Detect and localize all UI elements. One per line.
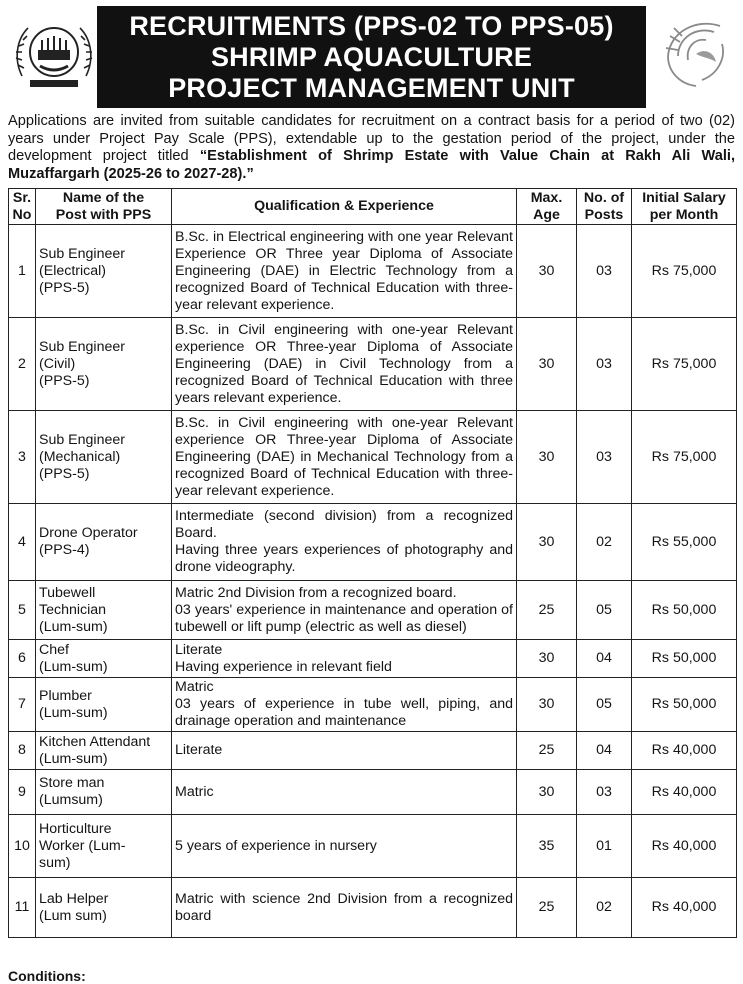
cell-sr: 3 — [9, 411, 36, 504]
cell-max-age: 25 — [517, 878, 577, 938]
cell-no-of-posts: 03 — [577, 318, 632, 411]
post-line: Sub Engineer — [39, 245, 125, 262]
qual-line: Matric 2nd Division from a recognized board. — [175, 584, 457, 601]
cell-max-age: 25 — [517, 581, 577, 640]
government-crest-icon — [8, 16, 100, 92]
post-line: Drone Operator — [39, 525, 138, 541]
cell-sr: 10 — [9, 815, 36, 878]
cell-sr: 9 — [9, 770, 36, 815]
post-line: Horticulture — [39, 820, 112, 837]
cell-sr: 5 — [9, 581, 36, 640]
cell-post — [36, 318, 172, 411]
post-line: (Lumsum) — [39, 792, 103, 808]
intro-text: Applications are invited from suitable candidates for recruitment on a contract basis for a period of two (02) years under Project Pay Scale (PPS), extendable up to the gestation period of the project, under the development project titled — [8, 113, 735, 164]
shrimp-emblem-icon — [656, 14, 736, 96]
cell-post — [36, 411, 172, 504]
cell-qualification — [172, 878, 517, 938]
cell-salary: Rs 40,000 — [632, 815, 737, 878]
cell-sr: 4 — [9, 504, 36, 581]
cell-qualification — [172, 504, 517, 581]
header-qualification: Qualification & Experience — [172, 189, 517, 225]
title-line-1: RECRUITMENTS (PPS-02 TO PPS-05) — [129, 10, 614, 41]
cell-max-age: 30 — [517, 770, 577, 815]
cell-qualification — [172, 732, 517, 770]
cell-salary: Rs 40,000 — [632, 878, 737, 938]
post-line: sum) — [39, 854, 71, 871]
qual-line: Literate — [175, 641, 223, 658]
post-line: Lab Helper — [39, 890, 109, 907]
header-sr: Sr. No — [9, 189, 36, 225]
post-line: (PPS-5) — [39, 372, 90, 389]
cell-salary: Rs 75,000 — [632, 411, 737, 504]
title-line-2: SHRIMP AQUACULTURE — [210, 41, 533, 72]
cell-salary: Rs 55,000 — [632, 504, 737, 581]
qual-line: 5 years of experience in nursery — [175, 837, 377, 854]
cell-salary: Rs 75,000 — [632, 318, 737, 411]
qual-line: B.Sc. in Civil engineering with one-year Relevant experience OR Three-year Diploma of Associate Engineering (DAE) in Mechanical Technology from a recognized Board of Technical Education with three-year relevant experience. — [175, 414, 513, 499]
cell-qualification — [172, 581, 517, 640]
table-row — [9, 640, 737, 678]
table-header-row — [9, 189, 737, 225]
cell-salary: Rs 40,000 — [632, 770, 737, 815]
cell-no-of-posts: 05 — [577, 678, 632, 732]
table-row — [9, 318, 737, 411]
cell-post — [36, 678, 172, 732]
qual-line: Intermediate (second division) from a recognized Board. — [175, 508, 513, 541]
post-line: (PPS-5) — [39, 279, 90, 296]
cell-max-age: 25 — [517, 732, 577, 770]
cell-post — [36, 504, 172, 581]
post-line: Plumber — [39, 687, 92, 704]
post-line: (Lum-sum) — [39, 704, 108, 721]
cell-post — [36, 878, 172, 938]
post-line: Tubewell — [39, 584, 96, 601]
table-row — [9, 815, 737, 878]
cell-salary: Rs 50,000 — [632, 678, 737, 732]
qual-line: Having three years experiences of photography and drone videography. — [175, 542, 513, 575]
post-line: Store man — [39, 775, 105, 791]
cell-qualification — [172, 411, 517, 504]
cell-max-age: 30 — [517, 225, 577, 318]
cell-no-of-posts: 03 — [577, 770, 632, 815]
qual-line: B.Sc. in Civil engineering with one-year Relevant experience OR Three-year Diploma of Associate Engineering (DAE) in Civil Technology from a recognized Board of Technical Education with three years relevant experience. — [175, 321, 513, 406]
qual-line: 03 years' experience in maintenance and operation of tubewell or lift pump (electric as well as diesel) — [175, 601, 513, 635]
post-line: (Lum sum) — [39, 907, 107, 924]
header-no-of-posts: No. of Posts — [577, 189, 632, 225]
cell-max-age: 30 — [517, 678, 577, 732]
post-line: (PPS-5) — [39, 465, 90, 482]
cell-qualification — [172, 678, 517, 732]
cell-salary: Rs 50,000 — [632, 640, 737, 678]
table-row — [9, 678, 737, 732]
qual-line: Matric — [175, 783, 214, 800]
post-line: (Lum-sum) — [39, 618, 108, 635]
title-banner — [97, 6, 646, 108]
cell-no-of-posts: 03 — [577, 225, 632, 318]
cell-post — [36, 225, 172, 318]
post-line: Technician — [39, 601, 107, 618]
post-line: (Lum-sum) — [39, 658, 108, 675]
cell-post — [36, 732, 172, 770]
table-row — [9, 770, 737, 815]
conditions-label: Conditions: — [8, 968, 86, 984]
cell-qualification — [172, 318, 517, 411]
cell-qualification — [172, 225, 517, 318]
post-line: Sub Engineer — [39, 338, 125, 355]
cell-salary: Rs 75,000 — [632, 225, 737, 318]
table-row — [9, 732, 737, 770]
cell-no-of-posts: 01 — [577, 815, 632, 878]
qual-line: 03 years of experience in tube well, piping, and drainage operation and maintenance — [175, 696, 513, 729]
cell-salary: Rs 50,000 — [632, 581, 737, 640]
cell-sr: 1 — [9, 225, 36, 318]
cell-max-age: 30 — [517, 504, 577, 581]
table-row — [9, 411, 737, 504]
qual-line: Literate — [175, 742, 223, 758]
cell-sr: 7 — [9, 678, 36, 732]
cell-no-of-posts: 05 — [577, 581, 632, 640]
qual-line: Having experience in relevant field — [175, 658, 392, 675]
post-line: (Electrical) — [39, 262, 107, 279]
posts-table — [8, 188, 737, 938]
cell-post — [36, 581, 172, 640]
project-title: “Establishment of Shrimp Estate with Value Chain at Rakh Ali Wali, Muzaffargarh (2025-26 to 2027-28).” — [8, 148, 736, 182]
post-line: (PPS-4) — [39, 542, 90, 558]
post-line: Worker (Lum- — [39, 837, 126, 854]
cell-no-of-posts: 04 — [577, 732, 632, 770]
header-post: Name of the Post with PPS — [36, 189, 172, 225]
header — [0, 0, 743, 112]
post-line: Sub Engineer — [39, 431, 125, 448]
header-max-age: Max. Age — [517, 189, 577, 225]
table-row — [9, 504, 737, 581]
table-row — [9, 878, 737, 938]
cell-max-age: 35 — [517, 815, 577, 878]
cell-no-of-posts: 04 — [577, 640, 632, 678]
title-line-3: PROJECT MANAGEMENT UNIT — [168, 72, 575, 103]
cell-max-age: 30 — [517, 640, 577, 678]
header-salary: Initial Salary per Month — [632, 189, 737, 225]
post-line: (Lum-sum) — [39, 750, 108, 767]
cell-no-of-posts: 02 — [577, 878, 632, 938]
cell-sr: 8 — [9, 732, 36, 770]
cell-no-of-posts: 03 — [577, 411, 632, 504]
cell-qualification — [172, 815, 517, 878]
cell-qualification — [172, 640, 517, 678]
cell-sr: 2 — [9, 318, 36, 411]
cell-post — [36, 770, 172, 815]
qual-line: Matric — [175, 679, 214, 695]
qual-line: B.Sc. in Electrical engineering with one year Relevant Experience OR Three year Diploma of Associate Engineering (DAE) in Electric Technology from a recognized Board of Technical Education with three-year relevant experience. — [175, 228, 513, 313]
cell-qualification — [172, 770, 517, 815]
cell-post — [36, 815, 172, 878]
cell-no-of-posts: 02 — [577, 504, 632, 581]
post-line: (Civil) — [39, 355, 76, 372]
table-row — [9, 225, 737, 318]
post-line: Chef — [39, 641, 69, 658]
table-row — [9, 581, 737, 640]
cell-max-age: 30 — [517, 411, 577, 504]
cell-sr: 6 — [9, 640, 36, 678]
cell-salary: Rs 40,000 — [632, 732, 737, 770]
post-line: Kitchen Attendant — [39, 733, 151, 750]
post-line: (Mechanical) — [39, 448, 121, 465]
cell-max-age: 30 — [517, 318, 577, 411]
cell-post — [36, 640, 172, 678]
qual-line: Matric with science 2nd Division from a recognized board — [175, 890, 513, 924]
cell-sr: 11 — [9, 878, 36, 938]
intro-paragraph — [8, 113, 735, 183]
